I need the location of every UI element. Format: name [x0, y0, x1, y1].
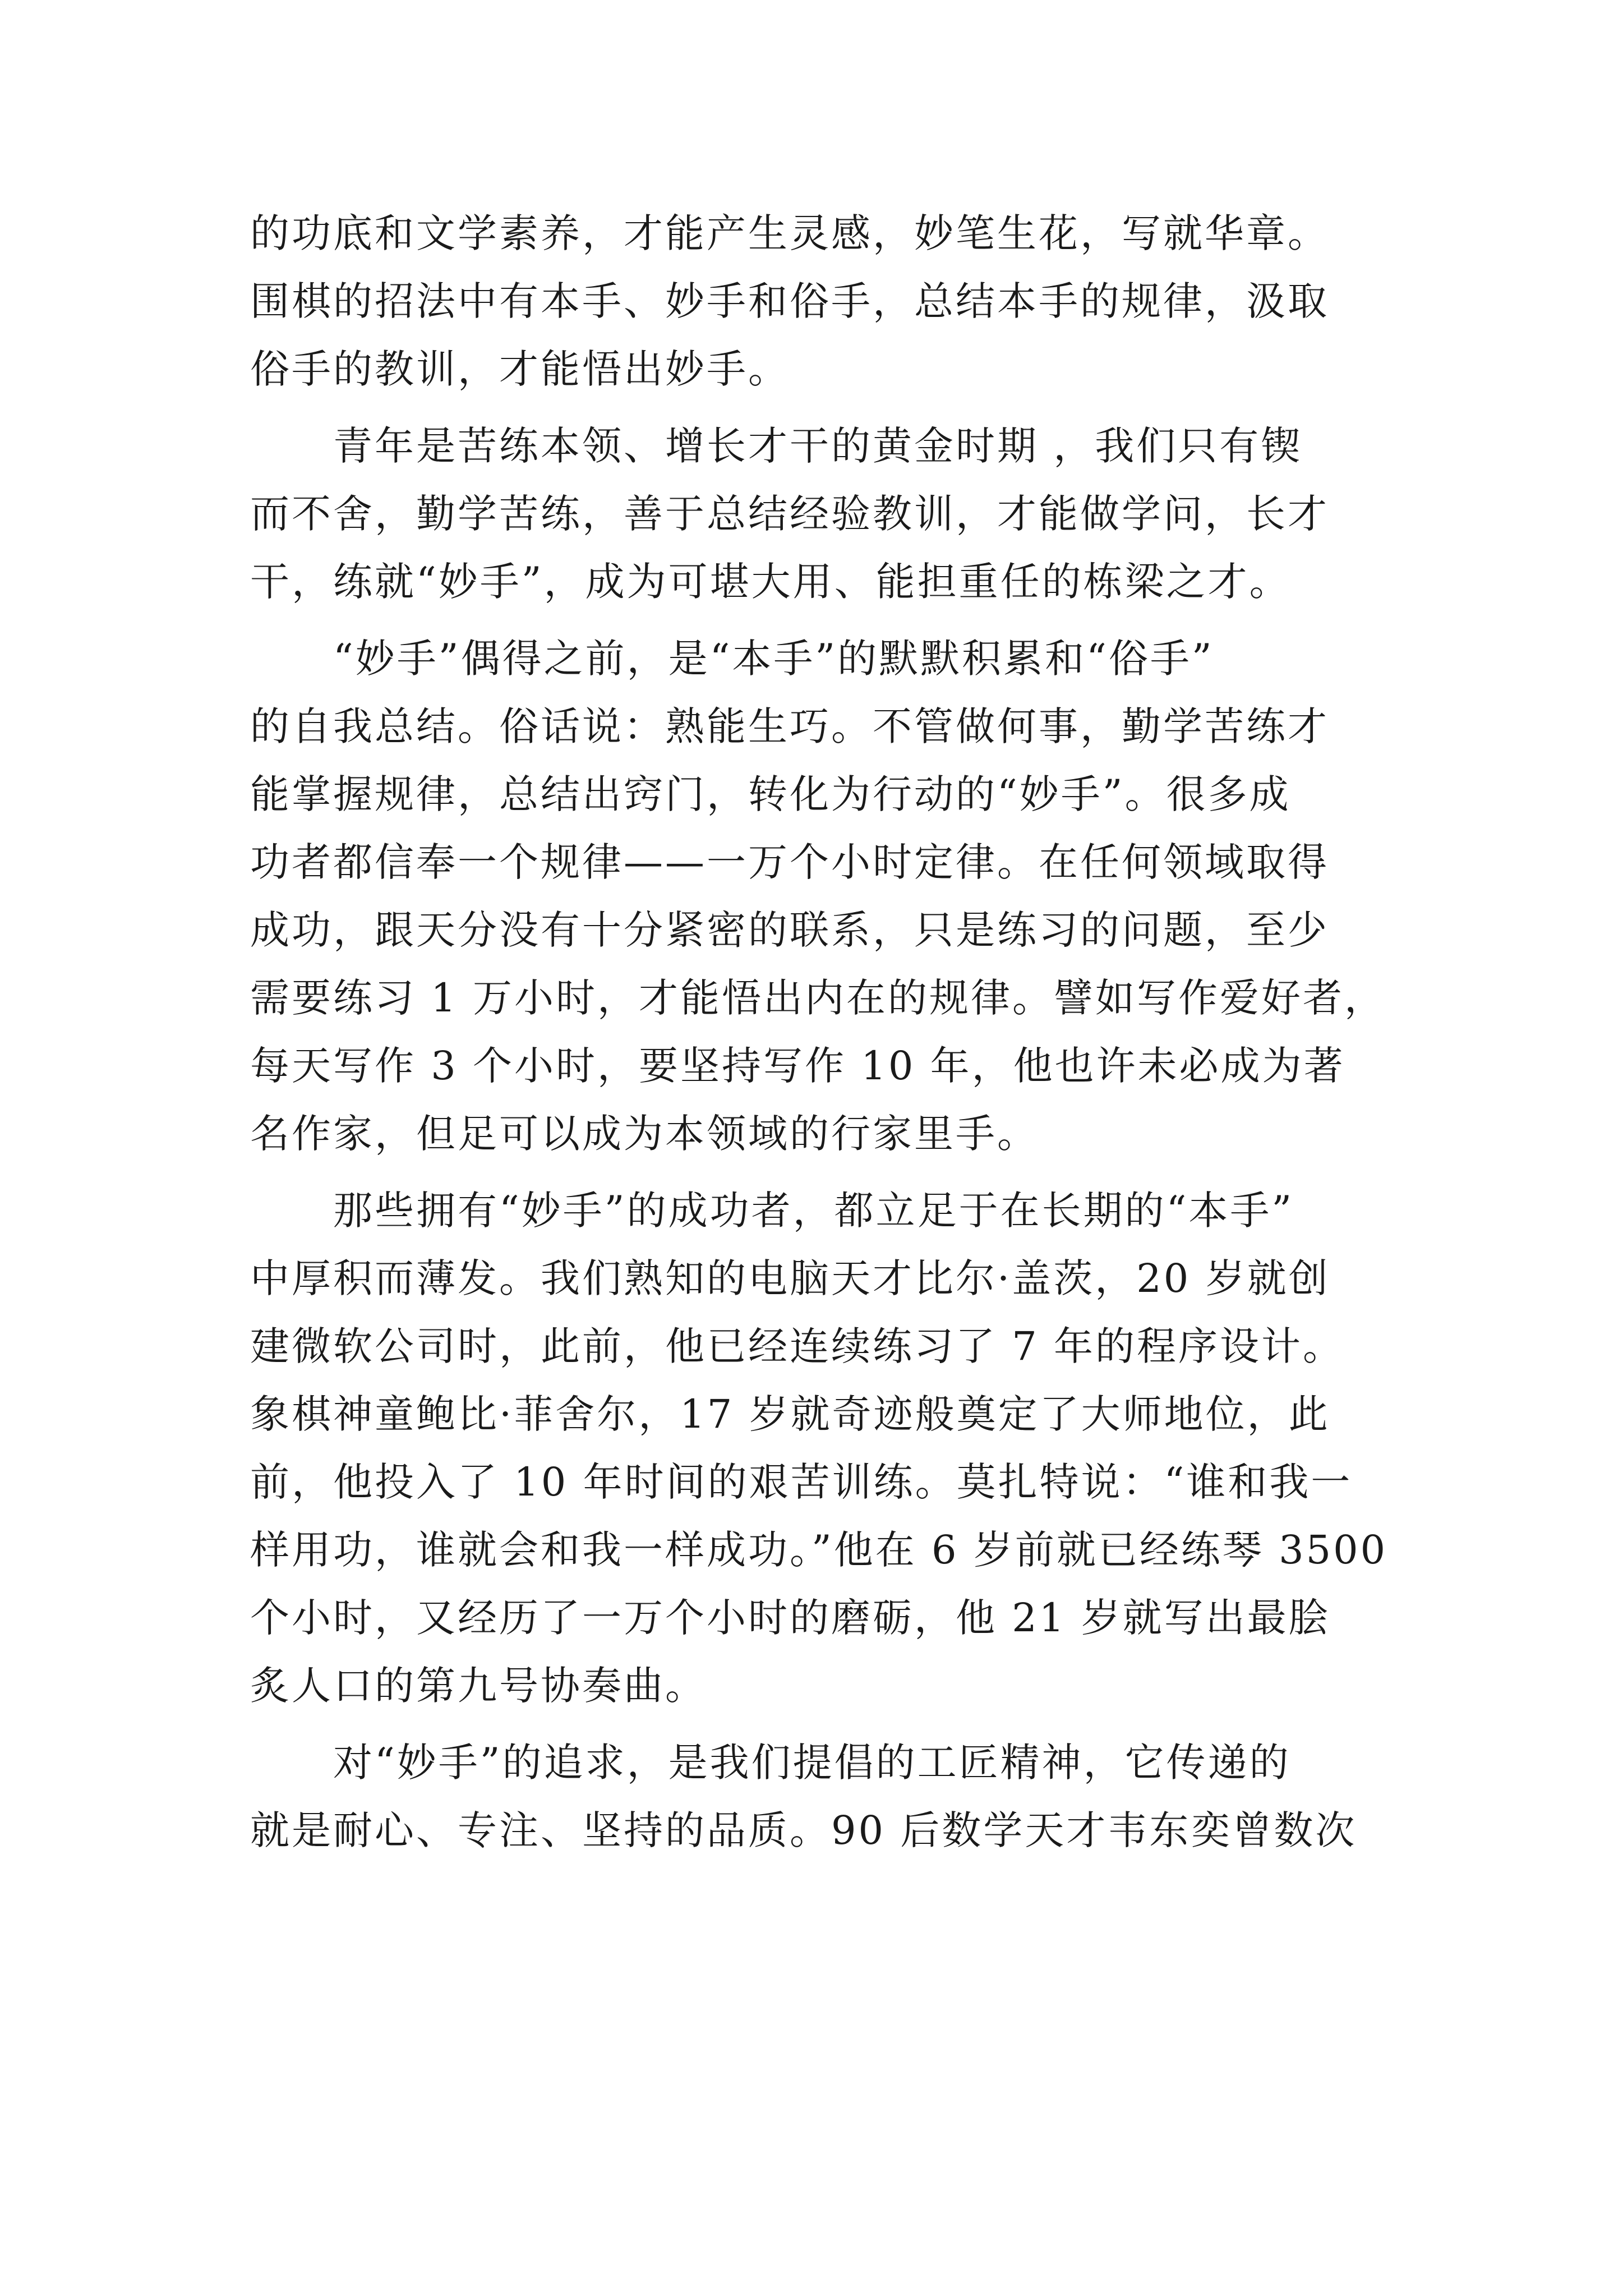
text-line: 每天写作 3 个小时，要坚持写作 10 年，他也许未必成为著 [250, 1043, 1345, 1089]
text-line: 中厚积而薄发。我们熟知的电脑天才比尔·盖茨，20 岁就创 [250, 1255, 1330, 1301]
text-line: 干，练就“妙手”，成为可堪大用、能担重任的栋梁之才。 [250, 559, 1291, 605]
text-line: 俗手的教训，才能悟出妙手。 [250, 346, 790, 392]
text-line: 就是耐心、专注、坚持的品质。90 后数学天才韦东奕曾数次 [250, 1807, 1357, 1853]
text-line: 名作家，但足可以成为本领域的行家里手。 [250, 1111, 1039, 1157]
text-line: 对“妙手”的追求，是我们提倡的工匠精神，它传递的 [333, 1740, 1291, 1786]
text-line: 象棋神童鲍比·菲舍尔，17 岁就奇迹般奠定了大师地位，此 [250, 1391, 1330, 1437]
document-body [250, 200, 1400, 1865]
text-line: “妙手”偶得之前，是“本手”的默默积累和“俗手” [333, 636, 1214, 682]
text-line: 炙人口的第九号协奏曲。 [250, 1663, 707, 1709]
paragraph-4 [250, 1177, 1400, 1720]
text-line: 青年是苦练本领、增长才干的黄金时期 ，我们只有锲 [333, 423, 1303, 469]
paragraph-2 [250, 412, 1400, 616]
text-line: 围棋的招法中有本手、妙手和俗手，总结本手的规律，汲取 [250, 278, 1329, 324]
text-line: 的功底和文学素养，才能产生灵感，妙笔生花，写就华章。 [250, 210, 1329, 256]
text-line: 个小时，又经历了一万个小时的磨砺，他 21 岁就写出最脍 [250, 1595, 1330, 1641]
paragraph-3 [250, 625, 1400, 1168]
paragraph-1 [250, 200, 1400, 403]
text-line: 前，他投入了 10 年时间的艰苦训练。莫扎特说：“谁和我一 [250, 1459, 1353, 1505]
text-line: 而不舍，勤学苦练，善于总结经验教训，才能做学问，长才 [250, 491, 1329, 537]
paragraph-5 [250, 1729, 1400, 1865]
text-line: 能掌握规律，总结出窍门，转化为行动的“妙手”。很多成 [250, 771, 1291, 817]
text-line: 功者都信奉一个规律——一万个小时定律。在任何领域取得 [250, 839, 1329, 885]
text-line: 样用功，谁就会和我一样成功。”他在 6 岁前就已经练琴 3500 [250, 1527, 1388, 1573]
text-line: 的自我总结。俗话说：熟能生巧。不管做何事，勤学苦练才 [250, 703, 1329, 749]
text-line: 需要练习 1 万小时，才能悟出内在的规律。譬如写作爱好者， [250, 975, 1386, 1021]
text-line: 那些拥有“妙手”的成功者，都立足于在长期的“本手” [333, 1188, 1294, 1234]
text-line: 成功，跟天分没有十分紧密的联系，只是练习的问题，至少 [250, 907, 1329, 953]
text-line: 建微软公司时，此前，他已经连续练习了 7 年的程序设计。 [250, 1323, 1345, 1369]
